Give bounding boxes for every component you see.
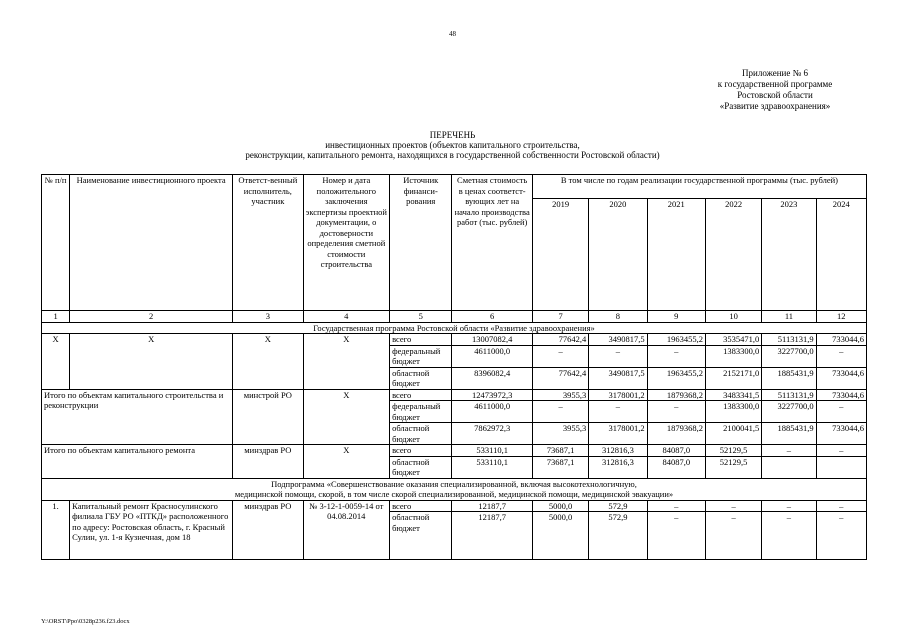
header-year: 2020 xyxy=(589,199,647,311)
annex-line: Ростовской области xyxy=(737,90,813,100)
cell-year-value: 1879368,2 xyxy=(647,389,705,401)
section-program-title: Государственная программа Ростовской области «Развитие здравоохранения» xyxy=(42,322,867,334)
row-num: 1. xyxy=(42,500,70,560)
row-source: всего xyxy=(390,445,452,457)
row-expert: № 3-12-1-0059-14 от 04.08.2014 xyxy=(303,500,390,560)
cell-year-value: 77642,4 xyxy=(532,334,588,346)
cell-year-value: – xyxy=(816,500,866,512)
col-number: 6 xyxy=(452,311,532,323)
row-source: областной бюджет xyxy=(390,512,452,560)
title-line: ПЕРЕЧЕНЬ xyxy=(429,130,476,140)
cell-year-value: 733044,6 xyxy=(816,423,866,445)
cell-year-value: – xyxy=(647,401,705,423)
cell-year-value: 73687,1 xyxy=(532,456,588,478)
cell-year-value: 1383300,0 xyxy=(705,345,761,367)
col-number: 12 xyxy=(816,311,866,323)
cell-year-value: – xyxy=(816,401,866,423)
cell-year-value: – xyxy=(762,445,816,457)
cell-year-value: 3227700,0 xyxy=(762,401,816,423)
row-exec: минздрав РО xyxy=(233,445,303,479)
cell-year-value: 572,9 xyxy=(589,512,647,560)
header-num: № п/п xyxy=(42,175,70,311)
row-exec: минздрав РО xyxy=(233,500,303,560)
cell-year-value: – xyxy=(647,500,705,512)
cell-year-value: – xyxy=(705,500,761,512)
cell-year-value: 3483341,5 xyxy=(705,389,761,401)
cell-year-value: 73687,1 xyxy=(532,445,588,457)
header-cost: Сметная стоимость в ценах соответст-вующих лет на начало производства работ (тыс. рублей) xyxy=(452,175,532,311)
row-name: Капитальный ремонт Красносулинского филиала ГБУ РО «ПТКД» расположенного по адресу: Ростовская область, г. Красный Сулин, ул. 1-я Кузнечная, дом 18 xyxy=(70,500,233,560)
header-year: 2024 xyxy=(816,199,866,311)
cell-year-value: 733044,6 xyxy=(816,367,866,389)
cell-year-value: 312816,3 xyxy=(589,456,647,478)
header-source: Источник финанси-рования xyxy=(390,175,452,311)
page-number: 48 xyxy=(449,30,456,38)
cell-year-value: – xyxy=(705,512,761,560)
cell-year-value: 5113131,9 xyxy=(762,389,816,401)
col-number: 5 xyxy=(390,311,452,323)
cell-year-value: – xyxy=(589,345,647,367)
col-number: 11 xyxy=(762,311,816,323)
cell-year-value: 5113131,9 xyxy=(762,334,816,346)
cell-cost: 13007082,4 xyxy=(452,334,532,346)
col-number: 8 xyxy=(589,311,647,323)
cell-year-value: 2152171,0 xyxy=(705,367,761,389)
cell-year-value: 5000,0 xyxy=(532,500,588,512)
col-number: 9 xyxy=(647,311,705,323)
row-expert: Х xyxy=(303,334,390,390)
cell-year-value: – xyxy=(816,445,866,457)
row-name: Итого по объектам капитального строительства и реконструкции xyxy=(42,389,233,445)
col-number: 4 xyxy=(303,311,390,323)
subprogram-line: медицинской помощи, скорой, в том числе скорой специализированной, медицинской помощи, медицинской эвакуации» xyxy=(234,489,674,499)
annex-block xyxy=(700,68,850,112)
cell-year-value: 3490817,5 xyxy=(589,367,647,389)
row-exec: Х xyxy=(233,334,303,390)
annex-line: «Развитие здравоохранения» xyxy=(719,101,831,111)
cell-cost: 4611000,0 xyxy=(452,345,532,367)
cell-year-value xyxy=(816,456,866,478)
title-line: реконструкции, капитального ремонта, находящихся в государственной собственности Ростовской области) xyxy=(245,150,660,160)
header-years-group: В том числе по годам реализации государственной программы (тыс. рублей) xyxy=(532,175,866,199)
cell-year-value: 572,9 xyxy=(589,500,647,512)
row-exec: минстрой РО xyxy=(233,389,303,445)
title-line: инвестиционных проектов (объектов капитального строительства, xyxy=(325,140,580,150)
col-number: 2 xyxy=(70,311,233,323)
cell-year-value: 3955,3 xyxy=(532,423,588,445)
cell-year-value: 5000,0 xyxy=(532,512,588,560)
cell-year-value: 1963455,2 xyxy=(647,334,705,346)
cell-year-value: 52129,5 xyxy=(705,456,761,478)
cell-year-value: 84087,0 xyxy=(647,456,705,478)
cell-year-value: – xyxy=(532,345,588,367)
cell-year-value: – xyxy=(647,512,705,560)
projects-table xyxy=(41,174,867,560)
cell-cost: 7862972,3 xyxy=(452,423,532,445)
cell-year-value: – xyxy=(589,401,647,423)
cell-year-value: 733044,6 xyxy=(816,389,866,401)
header-exec: Ответст-венный исполнитель, участник xyxy=(233,175,303,311)
row-name: Х xyxy=(70,334,233,390)
file-path-footer: Y:\ORST\Ppo\0328p236.f23.docx xyxy=(41,618,130,625)
col-number: 3 xyxy=(233,311,303,323)
cell-year-value: 733044,6 xyxy=(816,334,866,346)
cell-year-value: 3178001,2 xyxy=(589,389,647,401)
cell-cost: 8396082,4 xyxy=(452,367,532,389)
cell-cost: 12473972,3 xyxy=(452,389,532,401)
cell-year-value: 3955,3 xyxy=(532,389,588,401)
cell-year-value: 84087,0 xyxy=(647,445,705,457)
cell-year-value: – xyxy=(816,512,866,560)
row-name: Итого по объектам капитального ремонта xyxy=(42,445,233,479)
column-number-row xyxy=(42,311,867,323)
row-source: областной бюджет xyxy=(390,456,452,478)
cell-year-value: 2100041,5 xyxy=(705,423,761,445)
header-year: 2022 xyxy=(705,199,761,311)
cell-cost: 4611000,0 xyxy=(452,401,532,423)
row-source: всего xyxy=(390,334,452,346)
cell-year-value: 52129,5 xyxy=(705,445,761,457)
header-expert: Номер и дата положительного заключения экспертизы проектной документации, о достоверности определения сметной стоимости строительства xyxy=(303,175,390,311)
row-source: областной бюджет xyxy=(390,367,452,389)
cell-year-value xyxy=(762,456,816,478)
cell-year-value: – xyxy=(816,345,866,367)
header-name: Наименование инвестиционного проекта xyxy=(70,175,233,311)
cell-cost: 12187,7 xyxy=(452,500,532,512)
row-num: Х xyxy=(42,334,70,390)
cell-year-value: 1885431,9 xyxy=(762,423,816,445)
cell-year-value: 3490817,5 xyxy=(589,334,647,346)
section-subprogram-title xyxy=(42,478,867,500)
cell-cost: 533110,1 xyxy=(452,456,532,478)
annex-line: Приложение № 6 xyxy=(742,68,808,78)
col-number: 7 xyxy=(532,311,588,323)
row-expert: Х xyxy=(303,389,390,445)
cell-year-value: 3178001,2 xyxy=(589,423,647,445)
header-year: 2021 xyxy=(647,199,705,311)
header-year: 2019 xyxy=(532,199,588,311)
header-year: 2023 xyxy=(762,199,816,311)
row-source: всего xyxy=(390,500,452,512)
cell-year-value: 1879368,2 xyxy=(647,423,705,445)
annex-line: к государственной программе xyxy=(717,79,833,89)
col-number: 1 xyxy=(42,311,70,323)
cell-year-value: 3535471,0 xyxy=(705,334,761,346)
subprogram-line: Подпрограмма «Совершенствование оказания специализированной, включая высокотехнологичную, xyxy=(271,478,637,489)
row-source: федеральный бюджет xyxy=(390,345,452,367)
cell-year-value: 1963455,2 xyxy=(647,367,705,389)
cell-year-value: 312816,3 xyxy=(589,445,647,457)
row-source: областной бюджет xyxy=(390,423,452,445)
cell-year-value: – xyxy=(647,345,705,367)
col-number: 10 xyxy=(705,311,761,323)
document-title xyxy=(0,130,905,160)
row-source: федеральный бюджет xyxy=(390,401,452,423)
cell-year-value: 77642,4 xyxy=(532,367,588,389)
cell-cost: 12187,7 xyxy=(452,512,532,560)
row-source: всего xyxy=(390,389,452,401)
cell-year-value: 3227700,0 xyxy=(762,345,816,367)
cell-cost: 533110,1 xyxy=(452,445,532,457)
cell-year-value: – xyxy=(762,512,816,560)
cell-year-value: 1383300,0 xyxy=(705,401,761,423)
cell-year-value: – xyxy=(532,401,588,423)
cell-year-value: – xyxy=(762,500,816,512)
row-expert: Х xyxy=(303,445,390,479)
cell-year-value: 1885431,9 xyxy=(762,367,816,389)
